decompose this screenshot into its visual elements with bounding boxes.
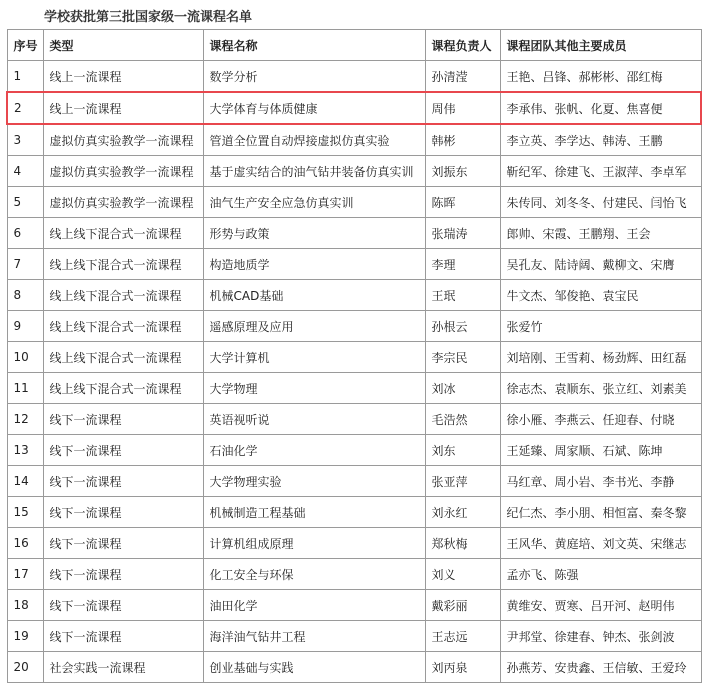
course-leader-cell: 韩彬	[425, 124, 500, 156]
course-leader-cell: 刘振东	[425, 156, 500, 187]
table-row	[7, 621, 701, 652]
table-row	[7, 156, 701, 187]
table-row	[7, 528, 701, 559]
course-leader-cell: 刘丙泉	[425, 652, 500, 683]
course-leader-cell: 刘冰	[425, 373, 500, 404]
course-type-cell: 线上线下混合式一流课程	[43, 342, 203, 373]
row-index-cell: 1	[7, 61, 43, 93]
table-header-row	[7, 30, 701, 61]
table-row	[7, 342, 701, 373]
table-row	[7, 497, 701, 528]
course-name-cell: 大学物理	[203, 373, 425, 404]
row-index-cell: 2	[7, 92, 43, 124]
course-leader-cell: 周伟	[425, 92, 500, 124]
course-name-cell: 油田化学	[203, 590, 425, 621]
course-name-cell: 构造地质学	[203, 249, 425, 280]
table-row	[7, 92, 701, 124]
team-members-cell: 吴孔友、陆诗阔、戴柳文、宋膺	[500, 249, 701, 280]
table-row	[7, 652, 701, 683]
row-index-cell: 3	[7, 124, 43, 156]
course-type-cell: 线下一流课程	[43, 559, 203, 590]
course-name-cell: 基于虚实结合的油气钻井装备仿真实训	[203, 156, 425, 187]
course-type-cell: 社会实践一流课程	[43, 652, 203, 683]
course-type-cell: 虚拟仿真实验教学一流课程	[43, 187, 203, 218]
course-leader-cell: 孙根云	[425, 311, 500, 342]
course-name-cell: 数学分析	[203, 61, 425, 93]
row-index-cell: 8	[7, 280, 43, 311]
course-leader-cell: 刘东	[425, 435, 500, 466]
course-name-cell: 遥感原理及应用	[203, 311, 425, 342]
course-leader-cell: 李宗民	[425, 342, 500, 373]
column-header-team-members: 课程团队其他主要成员	[500, 30, 701, 61]
row-index-cell: 16	[7, 528, 43, 559]
course-leader-cell: 张亚萍	[425, 466, 500, 497]
course-leader-cell: 刘义	[425, 559, 500, 590]
team-members-cell: 张爱竹	[500, 311, 701, 342]
course-name-cell: 大学体育与体质健康	[203, 92, 425, 124]
team-members-cell: 王延臻、周家顺、石斌、陈坤	[500, 435, 701, 466]
course-name-cell: 形势与政策	[203, 218, 425, 249]
course-type-cell: 线上一流课程	[43, 92, 203, 124]
row-index-cell: 5	[7, 187, 43, 218]
course-type-cell: 线上线下混合式一流课程	[43, 311, 203, 342]
row-index-cell: 11	[7, 373, 43, 404]
table-row	[7, 218, 701, 249]
page-title: 学校获批第三批国家级一流课程名单	[44, 10, 253, 25]
table-row	[7, 311, 701, 342]
course-name-cell: 机械制造工程基础	[203, 497, 425, 528]
team-members-cell: 黄维安、贾寒、吕开河、赵明伟	[500, 590, 701, 621]
course-leader-cell: 王珉	[425, 280, 500, 311]
course-table	[6, 29, 702, 683]
table-row	[7, 373, 701, 404]
course-name-cell: 海洋油气钻井工程	[203, 621, 425, 652]
course-type-cell: 线上线下混合式一流课程	[43, 249, 203, 280]
row-index-cell: 14	[7, 466, 43, 497]
table-row	[7, 559, 701, 590]
column-header-leader: 课程负责人	[425, 30, 500, 61]
team-members-cell: 马红章、周小岩、李书光、李静	[500, 466, 701, 497]
course-type-cell: 线上线下混合式一流课程	[43, 373, 203, 404]
row-index-cell: 17	[7, 559, 43, 590]
row-index-cell: 7	[7, 249, 43, 280]
team-members-cell: 李立英、李学达、韩涛、王鹏	[500, 124, 701, 156]
course-type-cell: 线下一流课程	[43, 466, 203, 497]
team-members-cell: 牛文杰、邹俊艳、袁宝民	[500, 280, 701, 311]
team-members-cell: 靳纪军、徐建飞、王淑萍、李卓军	[500, 156, 701, 187]
course-type-cell: 线下一流课程	[43, 528, 203, 559]
course-type-cell: 线上线下混合式一流课程	[43, 218, 203, 249]
row-index-cell: 4	[7, 156, 43, 187]
row-index-cell: 12	[7, 404, 43, 435]
course-type-cell: 线上一流课程	[43, 61, 203, 93]
row-index-cell: 19	[7, 621, 43, 652]
course-type-cell: 线下一流课程	[43, 497, 203, 528]
table-row	[7, 590, 701, 621]
course-leader-cell: 陈晖	[425, 187, 500, 218]
team-members-cell: 孙燕芳、安贵鑫、王信敏、王爱玲	[500, 652, 701, 683]
course-leader-cell: 张瑞涛	[425, 218, 500, 249]
course-leader-cell: 毛浩然	[425, 404, 500, 435]
team-members-cell: 徐志杰、袁顺东、张立红、刘素美	[500, 373, 701, 404]
course-name-cell: 创业基础与实践	[203, 652, 425, 683]
course-name-cell: 化工安全与环保	[203, 559, 425, 590]
team-members-cell: 纪仁杰、李小朋、相恒富、秦冬黎	[500, 497, 701, 528]
team-members-cell: 李承伟、张帆、化夏、焦喜便	[500, 92, 701, 124]
team-members-cell: 王艳、吕锋、郝彬彬、邵红梅	[500, 61, 701, 93]
course-type-cell: 线下一流课程	[43, 590, 203, 621]
table-row	[7, 187, 701, 218]
team-members-cell: 王风华、黄庭培、刘文英、宋继志	[500, 528, 701, 559]
column-header-type: 类型	[43, 30, 203, 61]
course-name-cell: 大学计算机	[203, 342, 425, 373]
row-index-cell: 15	[7, 497, 43, 528]
course-name-cell: 石油化学	[203, 435, 425, 466]
course-type-cell: 线下一流课程	[43, 435, 203, 466]
course-leader-cell: 刘永红	[425, 497, 500, 528]
row-index-cell: 18	[7, 590, 43, 621]
table-row	[7, 61, 701, 93]
team-members-cell: 朱传同、刘冬冬、付建民、闫怡飞	[500, 187, 701, 218]
team-members-cell: 郎帅、宋霞、王鹏翔、王会	[500, 218, 701, 249]
course-leader-cell: 王志远	[425, 621, 500, 652]
course-type-cell: 线下一流课程	[43, 404, 203, 435]
course-leader-cell: 郑秋梅	[425, 528, 500, 559]
column-header-index: 序号	[7, 30, 43, 61]
course-type-cell: 线上线下混合式一流课程	[43, 280, 203, 311]
course-name-cell: 油气生产安全应急仿真实训	[203, 187, 425, 218]
table-row	[7, 466, 701, 497]
table-row	[7, 124, 701, 156]
column-header-course-name: 课程名称	[203, 30, 425, 61]
course-name-cell: 英语视听说	[203, 404, 425, 435]
team-members-cell: 尹邦堂、徐建春、钟杰、张剑波	[500, 621, 701, 652]
row-index-cell: 10	[7, 342, 43, 373]
team-members-cell: 孟亦飞、陈强	[500, 559, 701, 590]
course-type-cell: 虚拟仿真实验教学一流课程	[43, 124, 203, 156]
table-row	[7, 280, 701, 311]
table-row	[7, 404, 701, 435]
course-leader-cell: 戴彩丽	[425, 590, 500, 621]
course-type-cell: 虚拟仿真实验教学一流课程	[43, 156, 203, 187]
table-row	[7, 435, 701, 466]
course-name-cell: 计算机组成原理	[203, 528, 425, 559]
course-name-cell: 机械CAD基础	[203, 280, 425, 311]
row-index-cell: 20	[7, 652, 43, 683]
team-members-cell: 刘培刚、王雪莉、杨劲辉、田红磊	[500, 342, 701, 373]
course-name-cell: 管道全位置自动焊接虚拟仿真实验	[203, 124, 425, 156]
team-members-cell: 徐小雁、李燕云、任迎春、付晓	[500, 404, 701, 435]
course-type-cell: 线下一流课程	[43, 621, 203, 652]
row-index-cell: 9	[7, 311, 43, 342]
row-index-cell: 13	[7, 435, 43, 466]
row-index-cell: 6	[7, 218, 43, 249]
course-leader-cell: 李理	[425, 249, 500, 280]
course-leader-cell: 孙清滢	[425, 61, 500, 93]
table-row	[7, 249, 701, 280]
table-body	[7, 61, 701, 683]
course-name-cell: 大学物理实验	[203, 466, 425, 497]
